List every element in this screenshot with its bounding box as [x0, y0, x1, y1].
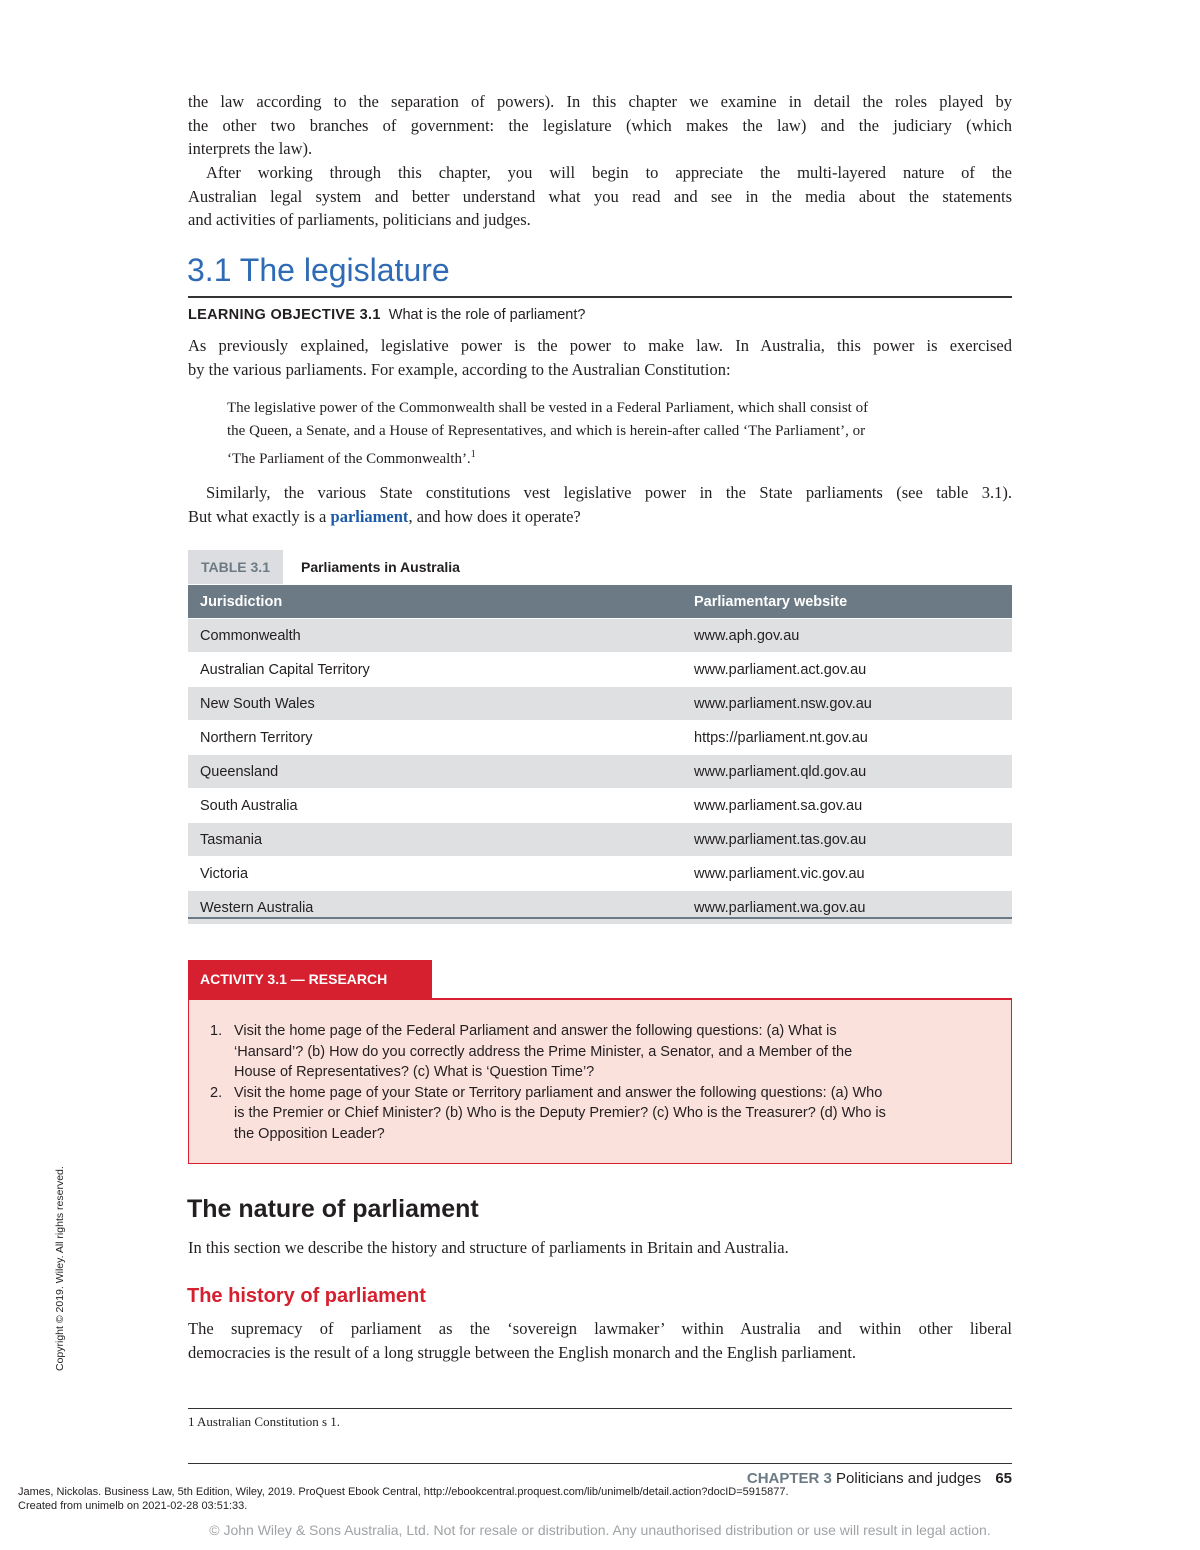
cell-website[interactable]: www.parliament.nsw.gov.au	[682, 687, 1012, 721]
cell-website[interactable]: www.parliament.tas.gov.au	[682, 823, 1012, 857]
text-line: the law according to the separation of powers). In this chapter we examine in detail the roles played by	[188, 92, 1012, 111]
cell-website[interactable]: https://parliament.nt.gov.au	[682, 721, 1012, 755]
cell-website[interactable]: www.parliament.act.gov.au	[682, 653, 1012, 687]
list-line: the Opposition Leader?	[234, 1125, 385, 1142]
table-bottom-rule	[188, 917, 1012, 919]
text-line: Similarly, the various State constitutions vest legislative power in the State parliaments (see table 3.1).	[206, 483, 1012, 502]
citation-line: Created from unimelb on 2021-02-28 03:51:33.	[18, 1500, 248, 1512]
side-copyright: Copyright © 2019. Wiley. All rights reserved.	[54, 1166, 66, 1371]
table-row	[188, 687, 1012, 721]
table-row	[188, 823, 1012, 857]
history-paragraph	[188, 1317, 1012, 1364]
text-line: As previously explained, legislative power is the power to make law. In Australia, this power is exercised	[188, 336, 1012, 355]
subsubsection-heading: The history of parliament	[187, 1285, 426, 1307]
nature-paragraph: In this section we describe the history and structure of parliaments in Britain and Australia.	[188, 1238, 789, 1257]
cell-website[interactable]: www.parliament.wa.gov.au	[682, 891, 1012, 925]
list-line: Visit the home page of your State or Territory parliament and answer the following questions: (a) Who	[234, 1084, 883, 1101]
cell-jurisdiction: Northern Territory	[188, 721, 682, 755]
keyword-parliament[interactable]: parliament	[330, 506, 409, 526]
table-row	[188, 721, 1012, 755]
publisher-notice: © John Wiley & Sons Australia, Ltd. Not for resale or distribution. Any unauthorised distribution or use will result in legal action.	[209, 1522, 991, 1538]
cell-website[interactable]: www.parliament.qld.gov.au	[682, 755, 1012, 789]
table-row	[188, 653, 1012, 687]
table-caption	[188, 550, 460, 584]
footnote-rule	[188, 1408, 1012, 1409]
text-line: the other two branches of government: the legislature (which makes the law) and the judiciary (which	[188, 115, 1012, 135]
list-number: 1.	[210, 1023, 223, 1039]
text-line: After working through this chapter, you will begin to appreciate the multi-layered nature of the	[206, 163, 1012, 182]
table-row	[188, 619, 1012, 653]
table-tag: TABLE 3.1	[188, 550, 283, 584]
cell-website[interactable]: www.parliament.sa.gov.au	[682, 789, 1012, 823]
subsection-heading: The nature of parliament	[187, 1195, 479, 1223]
table-row	[188, 789, 1012, 823]
list-line: House of Representatives? (c) What is ‘Question Time’?	[234, 1064, 595, 1080]
table-title: Parliaments in Australia	[300, 559, 460, 575]
cell-jurisdiction: Tasmania	[188, 823, 682, 857]
cell-jurisdiction: South Australia	[188, 789, 682, 823]
learning-objective-label: LEARNING OBJECTIVE 3.1	[188, 307, 381, 323]
quote-line: ‘The Parliament of the Commonwealth’.	[227, 451, 471, 467]
footer-rule	[188, 1463, 1012, 1464]
chapter-title: Politicians and judges	[836, 1470, 982, 1487]
text-line: democracies is the result of a long struggle between the English monarch and the English parliament.	[188, 1342, 857, 1362]
section-paragraph-2	[188, 481, 1012, 528]
text-line: Australian legal system and better understand what you read and see in the media about the statements	[188, 186, 1012, 206]
chapter-label: CHAPTER 3	[746, 1470, 832, 1487]
text-segment: , and how does it operate?	[408, 506, 581, 526]
list-line: Visit the home page of the Federal Parliament and answer the following questions: (a) What is	[234, 1023, 837, 1039]
text-line: interprets the law).	[188, 139, 313, 158]
proquest-citation	[18, 1485, 789, 1513]
text-line: The supremacy of parliament as the ‘sovereign lawmaker’ within Australia and within other liberal	[188, 1319, 1012, 1338]
constitution-quote	[227, 397, 997, 471]
list-item	[210, 1083, 980, 1145]
list-item	[210, 1021, 980, 1083]
cell-website[interactable]: www.aph.gov.au	[682, 619, 1012, 653]
intro-paragraph-1	[188, 90, 1012, 161]
cell-jurisdiction: New South Wales	[188, 687, 682, 721]
column-header-jurisdiction: Jurisdiction	[188, 585, 682, 619]
column-header-website: Parliamentary website	[682, 585, 1012, 619]
text-segment: But what exactly is a	[188, 506, 331, 526]
cell-jurisdiction: Western Australia	[188, 891, 682, 925]
table-header-row	[188, 585, 1012, 619]
citation-line: James, Nickolas. Business Law, 5th Edition, Wiley, 2019. ProQuest Ebook Central, http://ebookcentral.proquest.com/lib/unimelb/detail.action?docID=5915877.	[18, 1486, 789, 1498]
activity-tag: ACTIVITY 3.1 — RESEARCH	[188, 960, 432, 998]
heading-rule	[188, 296, 1012, 298]
learning-objective-text: What is the role of parliament?	[388, 307, 586, 323]
cell-website[interactable]: www.parliament.vic.gov.au	[682, 857, 1012, 891]
cell-jurisdiction: Commonwealth	[188, 619, 682, 653]
parliaments-table	[188, 585, 1012, 924]
cell-jurisdiction: Victoria	[188, 857, 682, 891]
table-row	[188, 755, 1012, 789]
activity-list	[210, 1021, 980, 1144]
section-heading: 3.1 The legislature	[187, 252, 450, 288]
footnote: 1 Australian Constitution s 1.	[188, 1414, 341, 1429]
table-row	[188, 857, 1012, 891]
list-number: 2.	[210, 1084, 223, 1101]
quote-line: The legislative power of the Commonwealth shall be vested in a Federal Parliament, which shall consist of	[227, 400, 869, 416]
page-number: 65	[995, 1470, 1012, 1487]
learning-objective	[188, 307, 585, 323]
quote-line: the Queen, a Senate, and a House of Representatives, and which is herein-after called ‘The Parliament’, or	[227, 423, 866, 439]
intro-paragraph-2	[188, 161, 1012, 232]
list-line: ‘Hansard’? (b) How do you correctly address the Prime Minister, a Senator, and a Member of the	[234, 1043, 853, 1060]
text-line: and activities of parliaments, politicians and judges.	[188, 210, 531, 229]
list-line: is the Premier or Chief Minister? (b) Who is the Deputy Premier? (c) Who is the Treasurer? (d) Who is	[234, 1105, 886, 1121]
text-line: by the various parliaments. For example, according to the Australian Constitution:	[188, 359, 731, 379]
cell-jurisdiction: Australian Capital Territory	[188, 653, 682, 687]
text-line	[188, 505, 1012, 529]
footnote-ref[interactable]: 1	[470, 449, 476, 460]
cell-jurisdiction: Queensland	[188, 755, 682, 789]
section-paragraph-1	[188, 334, 1012, 381]
